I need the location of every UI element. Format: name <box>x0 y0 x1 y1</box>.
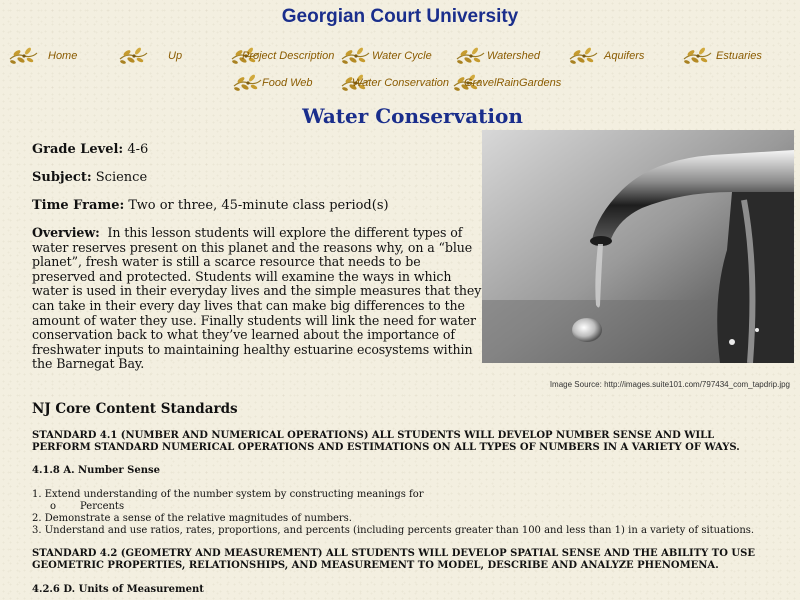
subject-row <box>32 170 147 185</box>
leaf-icon <box>8 45 38 67</box>
nav-label: Watershed <box>487 50 540 62</box>
list-bullet: o <box>50 501 57 512</box>
leaf-icon <box>455 45 485 67</box>
nav-label: Water Conservation <box>352 77 450 89</box>
grade-level-value: 4-6 <box>127 142 149 157</box>
nav-water-cycle[interactable] <box>340 45 432 67</box>
nav-project-description[interactable] <box>230 45 334 67</box>
leaf-icon <box>340 45 370 67</box>
nav-water-conservation[interactable] <box>340 72 449 94</box>
nav-label: Project Description <box>242 50 335 62</box>
nav-label: Up <box>168 50 183 62</box>
nav-label: Aquifers <box>604 50 645 62</box>
nav-label: Estuaries <box>716 50 762 62</box>
time-frame-value: Two or three, 45-minute class period(s) <box>128 198 389 213</box>
list-item: Percents <box>80 501 125 512</box>
leaf-icon <box>118 45 148 67</box>
list-item: 1. Extend understanding of the number system by constructing meanings for <box>32 489 424 500</box>
nav-label: Food Web <box>262 77 313 89</box>
overview-label: Overview: <box>32 225 100 240</box>
leaf-icon <box>568 45 598 67</box>
standard-4-2: STANDARD 4.2 (GEOMETRY AND MEASUREMENT) ALL STUDENTS WILL DEVELOP SPATIAL SENSE AND THE ABILITY TO USE GEOMETRIC PROPERTIES, RELATIONSHIPS, AND MEASUREMENT TO MODEL, DESCRIBE AND ANALYZE PHENOMENA. <box>32 548 755 571</box>
subject-value: Science <box>95 170 148 185</box>
nav-label: Water Cycle <box>372 50 432 62</box>
leaf-icon <box>232 72 262 94</box>
nav-estuaries[interactable] <box>682 45 762 67</box>
overview-paragraph <box>32 226 482 372</box>
subheading-4-2-6: 4.2.6 D. Units of Measurement <box>32 584 204 595</box>
nav-gravel-rain-gardens[interactable] <box>452 72 561 94</box>
grade-level-row <box>32 142 148 157</box>
nav-label: Home <box>48 50 78 62</box>
nav-aquifers[interactable] <box>568 45 644 67</box>
nav-food-web[interactable] <box>232 72 313 94</box>
list-item: 3. Understand and use ratios, rates, proportions, and percents (including percents greater than 100 and less than 1) in a variety of situations. <box>32 525 755 536</box>
time-frame-row <box>32 198 389 213</box>
list-item: 2. Demonstrate a sense of the relative magnitudes of numbers. <box>32 513 352 524</box>
site-title: Georgian Court University <box>281 6 519 27</box>
caption-label: Image Source: <box>549 380 602 389</box>
nav-label: GravelRainGardens <box>464 77 562 89</box>
overview-text: In this lesson students will explore the different types of water reserves present on this planet and the reasons why, on a “blue planet”, fresh water is still a scarce resource that needs to be preserved and protected. Students will examine the ways in which water is used in their everyday lives and the simple measures that they can take in their every day lives that can make big differences to the amount of water they use. Finally students will link the need for water conservation back to what they’ve learned about the importance of freshwater inputs to maintaining healthy estuarine ecosystems within the Barnegat Bay. <box>32 225 482 372</box>
leaf-icon <box>682 45 712 67</box>
time-frame-label: Time Frame: <box>32 198 125 213</box>
faucet-drip-photo <box>482 130 794 363</box>
nav-watershed[interactable] <box>455 45 540 67</box>
page-title: Water Conservation <box>302 104 523 128</box>
nav-home[interactable] <box>8 45 77 67</box>
subject-label: Subject: <box>32 170 92 185</box>
standards-heading: NJ Core Content Standards <box>32 401 238 417</box>
image-source-link[interactable]: http://images.suite101.com/797434_com_tapdrip.jpg <box>604 380 790 389</box>
image-source-caption <box>550 380 790 389</box>
nav-up[interactable] <box>118 45 182 67</box>
grade-level-label: Grade Level: <box>32 142 124 157</box>
subheading-4-1-8: 4.1.8 A. Number Sense <box>32 465 160 476</box>
standard-4-1: STANDARD 4.1 (NUMBER AND NUMERICAL OPERATIONS) ALL STUDENTS WILL DEVELOP NUMBER SENSE AND WILL PERFORM STANDARD NUMERICAL OPERATIONS AND ESTIMATIONS ON ALL TYPES OF NUMBERS IN A VARIETY OF WAYS. <box>32 430 740 453</box>
